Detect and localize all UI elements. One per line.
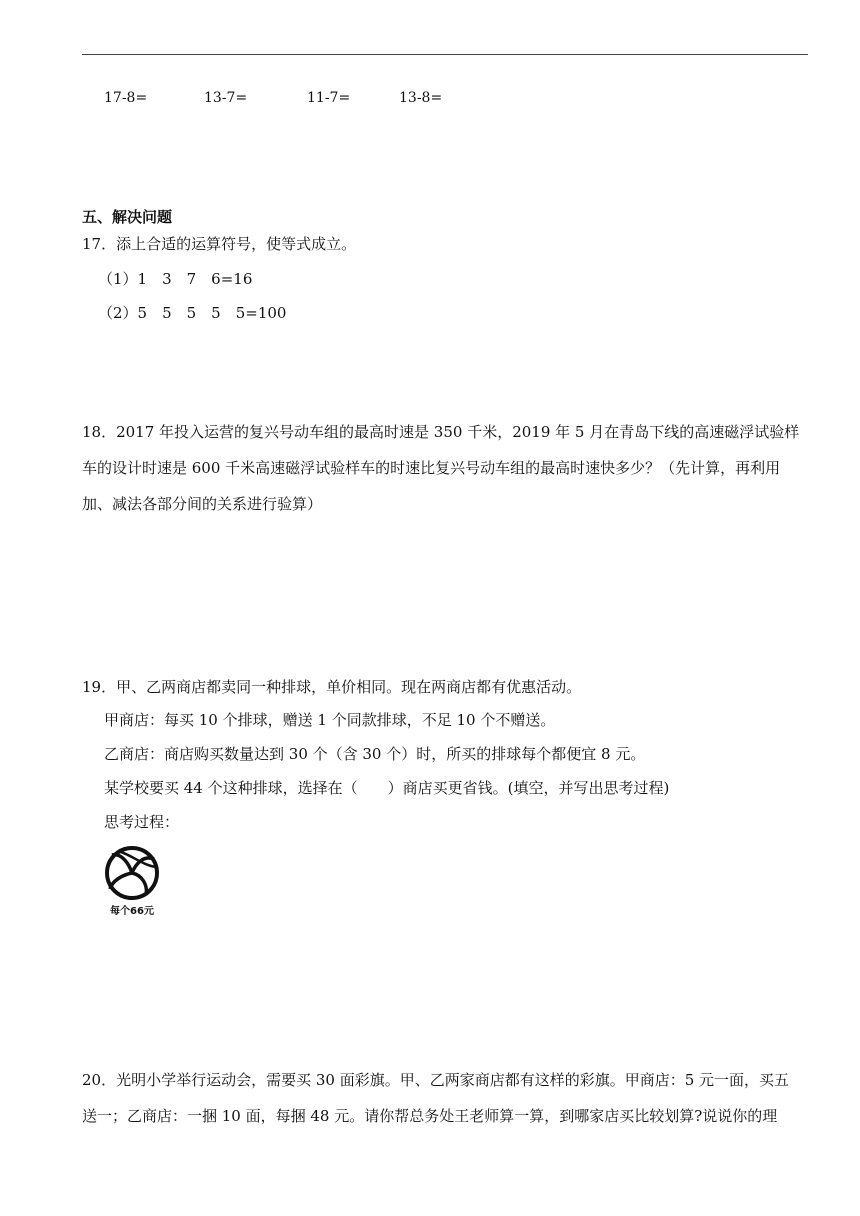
- q20-line2: 送一；乙商店：一捆 10 面，每捆 48 元。请你帮总务处王老师算一算，到哪家店买比较划算?说说你的理: [82, 1107, 778, 1125]
- section-title: 五、解决问题: [82, 208, 173, 226]
- equation-11-7: 11-7=: [307, 90, 351, 106]
- q17-part2: （2）5 5 5 5 5=100: [98, 304, 287, 322]
- volleyball-icon: [102, 845, 162, 901]
- q20-line1: 20．光明小学举行运动会，需要买 30 面彩旗。甲、乙两家商店都有这样的彩旗。甲商店：5 元一面，买五: [82, 1071, 790, 1089]
- ball-price-caption: 每个66元: [110, 906, 154, 917]
- equation-13-7: 13-7=: [204, 90, 248, 106]
- q19-shop-a: 甲商店：每买 10 个排球，赠送 1 个同款排球，不足 10 个不赠送。: [104, 711, 556, 729]
- q18-line3: 加、减法各部分间的关系进行验算）: [82, 495, 323, 513]
- q18-paragraph: [82, 414, 812, 522]
- q19-thinking-label: 思考过程：: [104, 813, 180, 831]
- volleyball-figure: [102, 845, 162, 921]
- q18-line1: 18．2017 年投入运营的复兴号动车组的最高时速是 350 千米，2019 年 5 月在青岛下线的高速磁浮试验样: [82, 423, 800, 441]
- equation-17-8: 17-8=: [104, 90, 148, 106]
- header-rule: [82, 54, 808, 55]
- q19-stem: 19．甲、乙两商店都卖同一种排球，单价相同。现在两商店都有优惠活动。: [82, 678, 582, 696]
- q17-stem: 17．添上合适的运算符号，使等式成立。: [82, 235, 357, 253]
- q19-shop-b: 乙商店：商店购买数量达到 30 个（含 30 个）时，所买的排球每个都便宜 8 元。: [104, 745, 646, 763]
- q17-part1: （1）1 3 7 6=16: [98, 270, 253, 288]
- q20-paragraph: [82, 1062, 812, 1134]
- q18-line2: 车的设计时速是 600 千米高速磁浮试验样车的时速比复兴号动车组的最高时速快多少？（先计算，再利用: [82, 459, 781, 477]
- q19-question: 某学校要买 44 个这种排球，选择在（ ）商店买更省钱。(填空，并写出思考过程): [104, 779, 670, 797]
- equation-13-8: 13-8=: [399, 90, 443, 106]
